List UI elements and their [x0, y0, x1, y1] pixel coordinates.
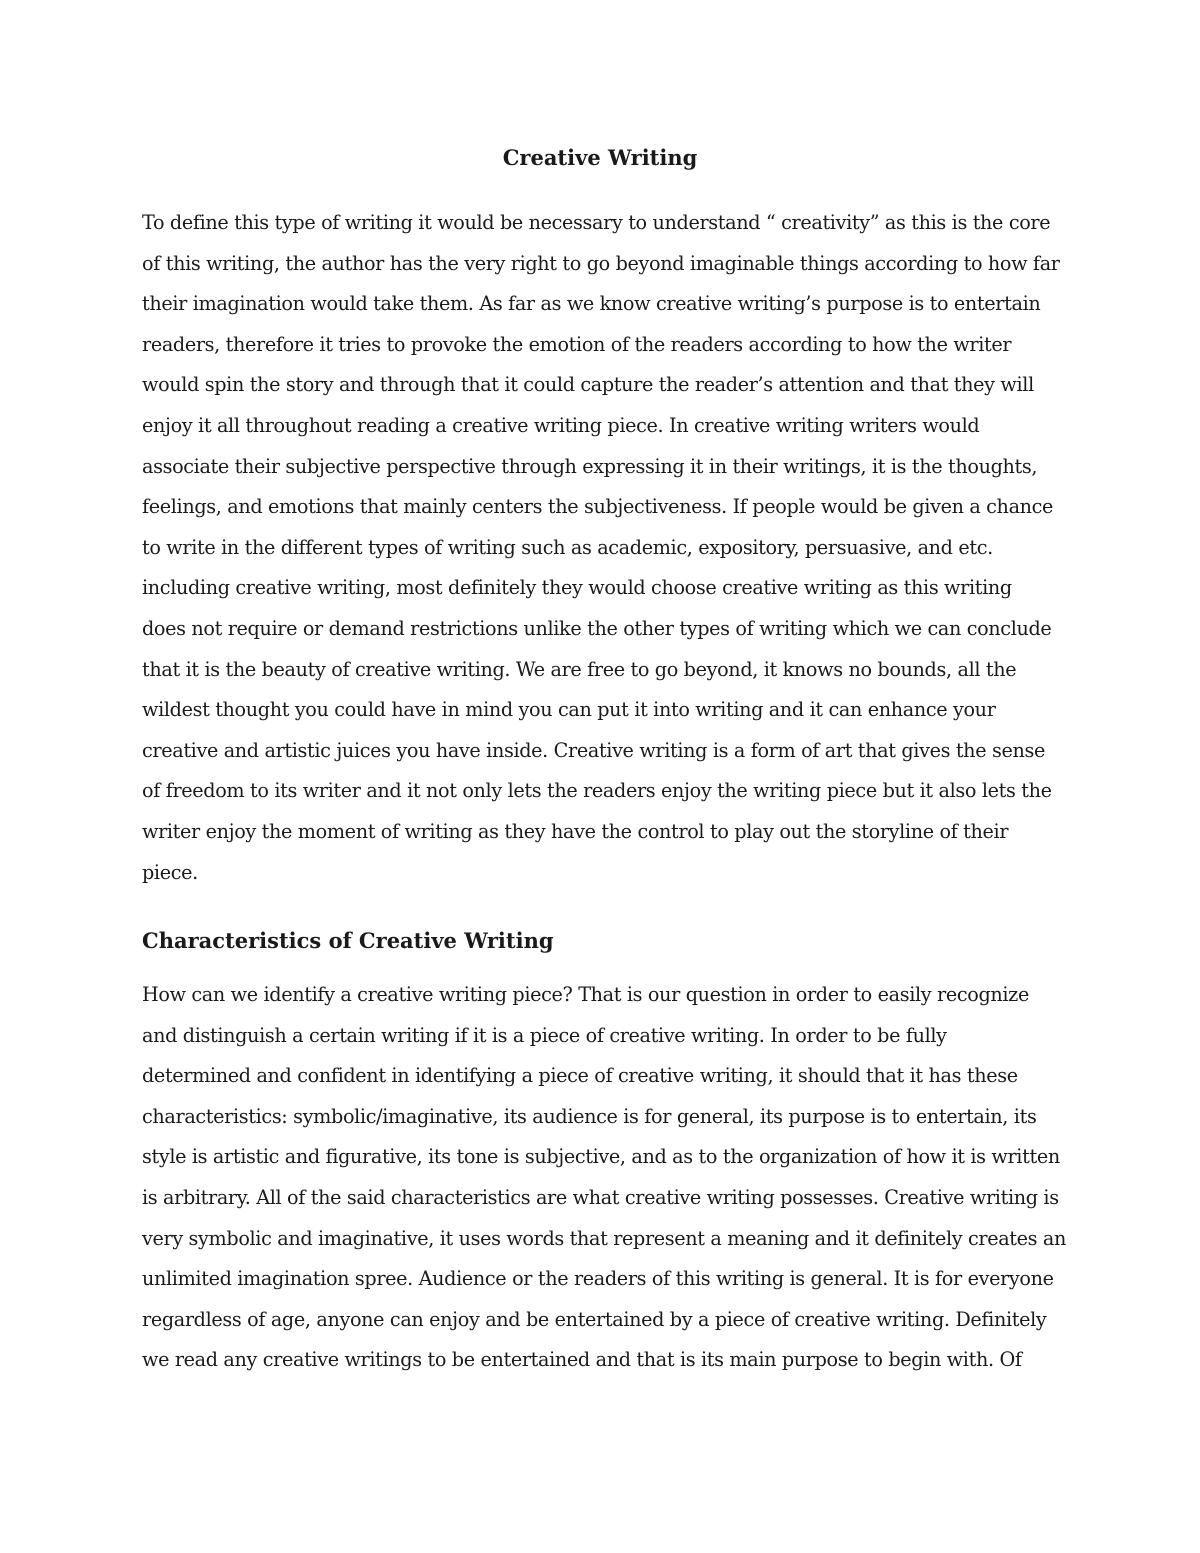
text-line: feelings, and emotions that mainly centers the subjectiveness. If people would be given a chance — [142, 495, 1054, 519]
text-line: determined and confident in identifying a piece of creative writing, it should that it has these — [142, 1064, 1018, 1088]
text-line: characteristics: symbolic/imaginative, its audience is for general, its purpose is to entertain, its — [142, 1104, 1037, 1128]
document-title: Creative Writing — [502, 145, 698, 170]
text-line: to write in the different types of writing such as academic, expository, persuasive, and etc. — [142, 535, 993, 559]
text-line: creative and artistic juices you have inside. Creative writing is a form of art that gives the sense — [142, 738, 1045, 762]
text-line: wildest thought you could have in mind you can put it into writing and it can enhance your — [142, 698, 996, 722]
text-line: of this writing, the author has the very right to go beyond imaginable things according to how far — [142, 251, 1060, 275]
text-line: very symbolic and imaginative, it uses words that represent a meaning and it definitely creates an — [142, 1226, 1067, 1250]
text-line: regardless of age, anyone can enjoy and be entertained by a piece of creative writing. Definitely — [142, 1307, 1047, 1331]
text-line: style is artistic and figurative, its tone is subjective, and as to the organization of how it is written — [142, 1145, 1060, 1169]
text-line: enjoy it all throughout reading a creative writing piece. In creative writing writers would — [142, 413, 980, 437]
text-line: that it is the beauty of creative writing. We are free to go beyond, it knows no bounds, all the — [142, 657, 1017, 681]
text-line: of freedom to its writer and it not only lets the readers enjoy the writing piece but it also lets the — [142, 779, 1052, 803]
text-line: associate their subjective perspective through expressing it in their writings, it is the thoughts, — [142, 454, 1038, 478]
text-line: To define this type of writing it would be necessary to understand “ creativity” as this is the core — [142, 211, 1051, 234]
text-line: writer enjoy the moment of writing as they have the control to play out the storyline of their — [142, 819, 1009, 843]
paragraph-characteristics — [142, 975, 1082, 1381]
paragraph-definition — [142, 203, 1082, 893]
text-line: and distinguish a certain writing if it is a piece of creative writing. In order to be fully — [142, 1023, 947, 1047]
section-heading: Characteristics of Creative Writing — [142, 928, 554, 953]
text-line: would spin the story and through that it could capture the reader’s attention and that they will — [142, 373, 1034, 397]
text-line: we read any creative writings to be entertained and that is its main purpose to begin with. Of — [142, 1348, 1022, 1372]
text-line: is arbitrary. All of the said characteristics are what creative writing possesses. Creative writing is — [142, 1185, 1059, 1209]
text-line: piece. — [142, 860, 198, 884]
text-line: does not require or demand restrictions unlike the other types of writing which we can conclude — [142, 616, 1052, 640]
text-line: How can we identify a creative writing piece? That is our question in order to easily recognize — [142, 983, 1029, 1006]
text-line: unlimited imagination spree. Audience or the readers of this writing is general. It is for everyone — [142, 1267, 1054, 1291]
text-line: their imagination would take them. As far as we know creative writing’s purpose is to entertain — [142, 292, 1041, 316]
text-line: readers, therefore it tries to provoke the emotion of the readers according to how the writer — [142, 332, 1012, 356]
text-line: including creative writing, most definitely they would choose creative writing as this writing — [142, 576, 1012, 600]
